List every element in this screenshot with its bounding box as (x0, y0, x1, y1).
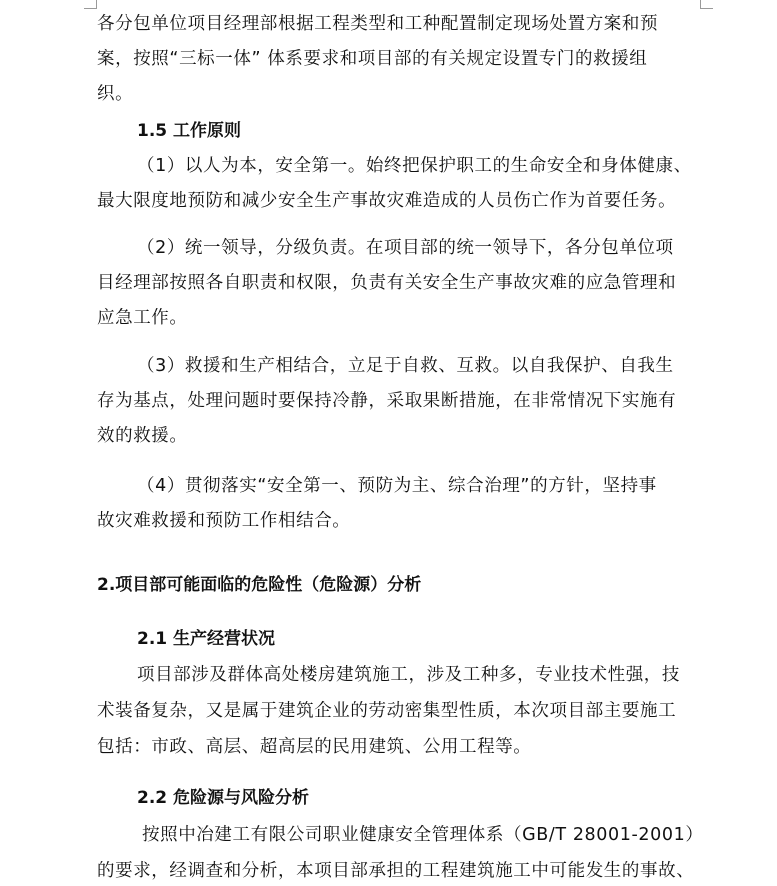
body-text-line: （3）救援和生产相结合，立足于自救、互救。以自我保护、自我生 (137, 356, 674, 376)
body-text-line: 项目部涉及群体高处楼房建筑施工，涉及工种多，专业技术性强，技 (137, 665, 680, 685)
body-text-line: （1）以人为本，安全第一。始终把保护职工的生命安全和身体健康、 (137, 156, 692, 176)
body-text-line: 的要求，经调查和分析，本项目部承担的工程建筑施工中可能发生的事故、 (97, 861, 695, 881)
margin-corner-mark (84, 0, 97, 9)
body-text-line: 最大限度地预防和减少安全生产事故灾难造成的人员伤亡作为首要任务。 (97, 191, 677, 211)
body-text-line: 存为基点，处理问题时要保持冷静，采取果断措施，在非常情况下实施有 (97, 391, 677, 411)
body-text-line: 目经理部按照各自职责和权限，负责有关安全生产事故灾难的应急管理和 (97, 273, 677, 293)
body-text-line: 案，按照“三标一体” 体系要求和项目部的有关规定设置专门的救援组 (97, 49, 648, 69)
body-text-line: （2）统一领导，分级负责。在项目部的统一领导下，各分包单位项 (137, 238, 674, 258)
section-heading-1-5: 1.5 工作原则 (137, 121, 242, 141)
margin-corner-mark (700, 0, 713, 9)
section-heading-2-1: 2.1 生产经营状况 (137, 629, 276, 649)
body-text-line: 应急工作。 (97, 308, 188, 328)
body-text-line: 按照中冶建工有限公司职业健康安全管理体系（GB/T 28001-2001） (142, 825, 704, 845)
body-text-line: 故灾难救援和预防工作相结合。 (97, 511, 351, 531)
body-text-line: 各分包单位项目经理部根据工程类型和工种配置制定现场处置方案和预 (97, 14, 659, 34)
section-heading-2: 2.项目部可能面临的危险性（危险源）分析 (97, 575, 422, 595)
body-text-line: 术装备复杂，又是属于建筑企业的劳动密集型性质，本次项目部主要施工 (97, 701, 677, 721)
body-text-line: 包括：市政、高层、超高层的民用建筑、公用工程等。 (97, 737, 532, 757)
body-text-line: 效的救援。 (97, 426, 188, 446)
body-text-line: （4）贯彻落实“安全第一、预防为主、综合治理”的方针，坚持事 (137, 476, 657, 496)
section-heading-2-2: 2.2 危险源与风险分析 (137, 788, 310, 808)
body-text-line: 织。 (97, 84, 134, 104)
